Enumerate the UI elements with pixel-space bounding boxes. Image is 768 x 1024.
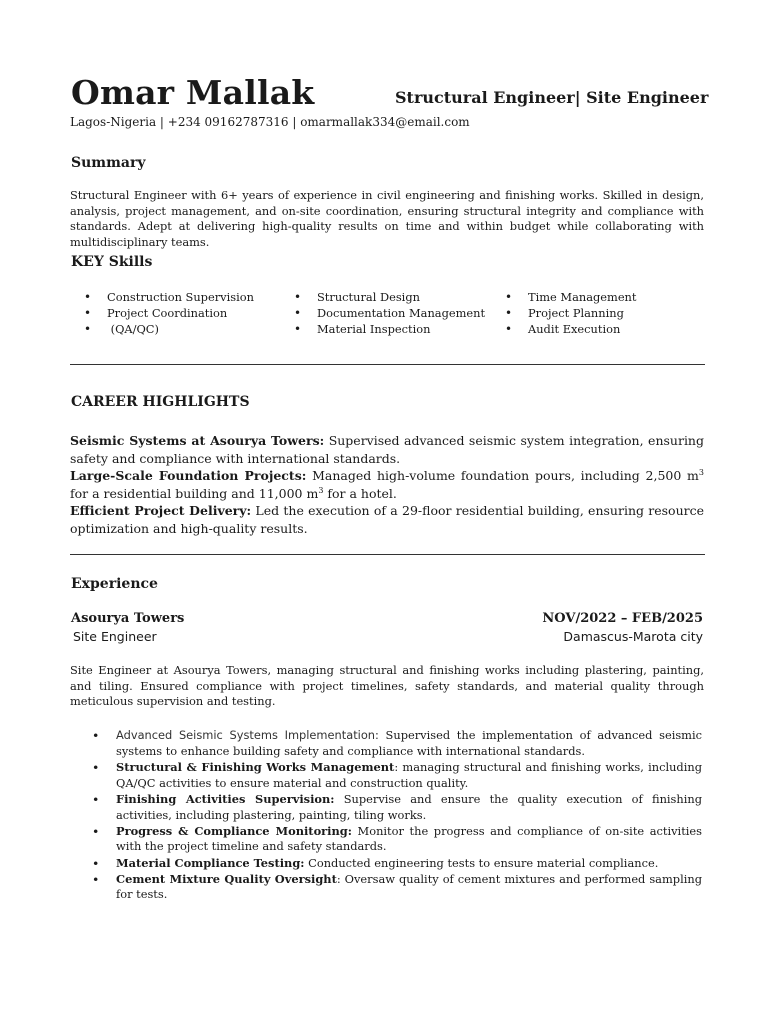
highlight-text: for a hotel. [323,485,397,501]
skills-column-1 [84,289,254,338]
bullet-lead: Finishing Activities Supervision: [116,791,335,806]
bullet-text: Supervised the implementation of advanced seismic systems to enhance building safety and compliance with international standards. [116,728,703,758]
highlight-item [70,467,704,502]
skill-item: • Material Inspection [294,321,485,337]
employment-dates: NOV/2022 – FEB/2025 [542,611,703,626]
skill-item: • Project Coordination [84,305,254,321]
candidate-name: Omar Mallak [71,73,315,112]
bullet-text: Monitor the progress and compliance of on-site activities with the project timeline and safety standards. [116,823,703,854]
skill-item: • Structural Design [294,289,485,305]
bullet-lead: Progress & Compliance Monitoring: [116,823,352,838]
skills-heading: KEY Skills [71,254,153,270]
bullet-text: Conducted engineering tests to ensure material compliance. [304,855,659,870]
bullet-text: : managing structural and finishing works, including QA/QC activities to ensure material and construction quality. [116,759,702,790]
experience-bullet [92,760,702,792]
section-divider [70,554,705,555]
experience-bullets [92,728,702,904]
highlight-text: for a residential building and 11,000 m [70,485,319,501]
experience-bullet [92,872,702,904]
skill-item: • Documentation Management [294,305,485,321]
job-location: Damascus-Marota city [563,629,703,644]
highlight-lead: Efficient Project Delivery: [70,503,252,518]
contact-line: Lagos-Nigeria | +234 09162787316 | omarmallak334@email.com [70,115,470,129]
section-divider [70,364,705,365]
experience-bullet [92,824,702,856]
highlights-heading: CAREER HIGHLIGHTS [71,394,250,410]
skill-item: • Audit Execution [505,321,636,337]
skill-item: • Construction Supervision [84,289,254,305]
superscript: 3 [318,485,324,495]
highlight-item [70,502,704,537]
superscript: 3 [698,468,705,477]
summary-heading: Summary [71,155,146,171]
company-name: Asourya Towers [71,611,185,626]
experience-bullet [92,728,702,760]
experience-description: Site Engineer at Asourya Towers, managing structural and finishing works including plastering, painting, and tiling. Ensured compliance with project timelines, safety standards, and material quality through meticulous supervision and testing. [70,663,704,709]
skills-column-3 [505,289,636,338]
bullet-lead: Material Compliance Testing: [116,855,305,870]
skill-item: • Project Planning [505,305,636,321]
highlight-text: Managed high-volume foundation pours, including 2,500 m [306,468,699,483]
bullet-text: Supervise and ensure the quality execution of finishing activities, including plastering, painting, tiling works. [116,791,702,822]
bullet-lead: Advanced Seismic Systems Implementation: [116,728,379,742]
skills-column-2 [294,289,485,338]
bullet-text: : Oversaw quality of cement mixtures and performed sampling for tests. [116,871,702,902]
experience-bullet [92,792,702,824]
summary-text: Structural Engineer with 6+ years of experience in civil engineering and finishing works. Skilled in design, analysis, project management, and on-site coordination, ensuring structural integrity and compliance with standards. Adept at delivering high-quality results on time and within budget while collaborating with multidisciplinary teams. [70,188,704,250]
highlight-item [70,432,704,467]
skill-item: • (QA/QC) [84,321,254,337]
bullet-lead: Cement Mixture Quality Oversight [116,871,337,886]
highlight-lead: Seismic Systems at Asourya Towers: [70,433,325,448]
bullet-lead: Structural & Finishing Works Management [116,759,395,774]
experience-bullet [92,856,702,872]
highlight-lead: Large-Scale Foundation Projects: [70,468,307,483]
highlights-list [70,432,704,537]
experience-heading: Experience [71,576,158,592]
highlight-text: Led the execution of a 29-floor residential building, ensuring resource optimization and high-quality results. [70,503,704,536]
job-title: Structural Engineer| Site Engineer [395,88,709,107]
skill-item: • Time Management [505,289,636,305]
role-title: Site Engineer [73,629,157,644]
highlight-text: Supervised advanced seismic system integration, ensuring safety and compliance with international standards. [70,433,704,466]
